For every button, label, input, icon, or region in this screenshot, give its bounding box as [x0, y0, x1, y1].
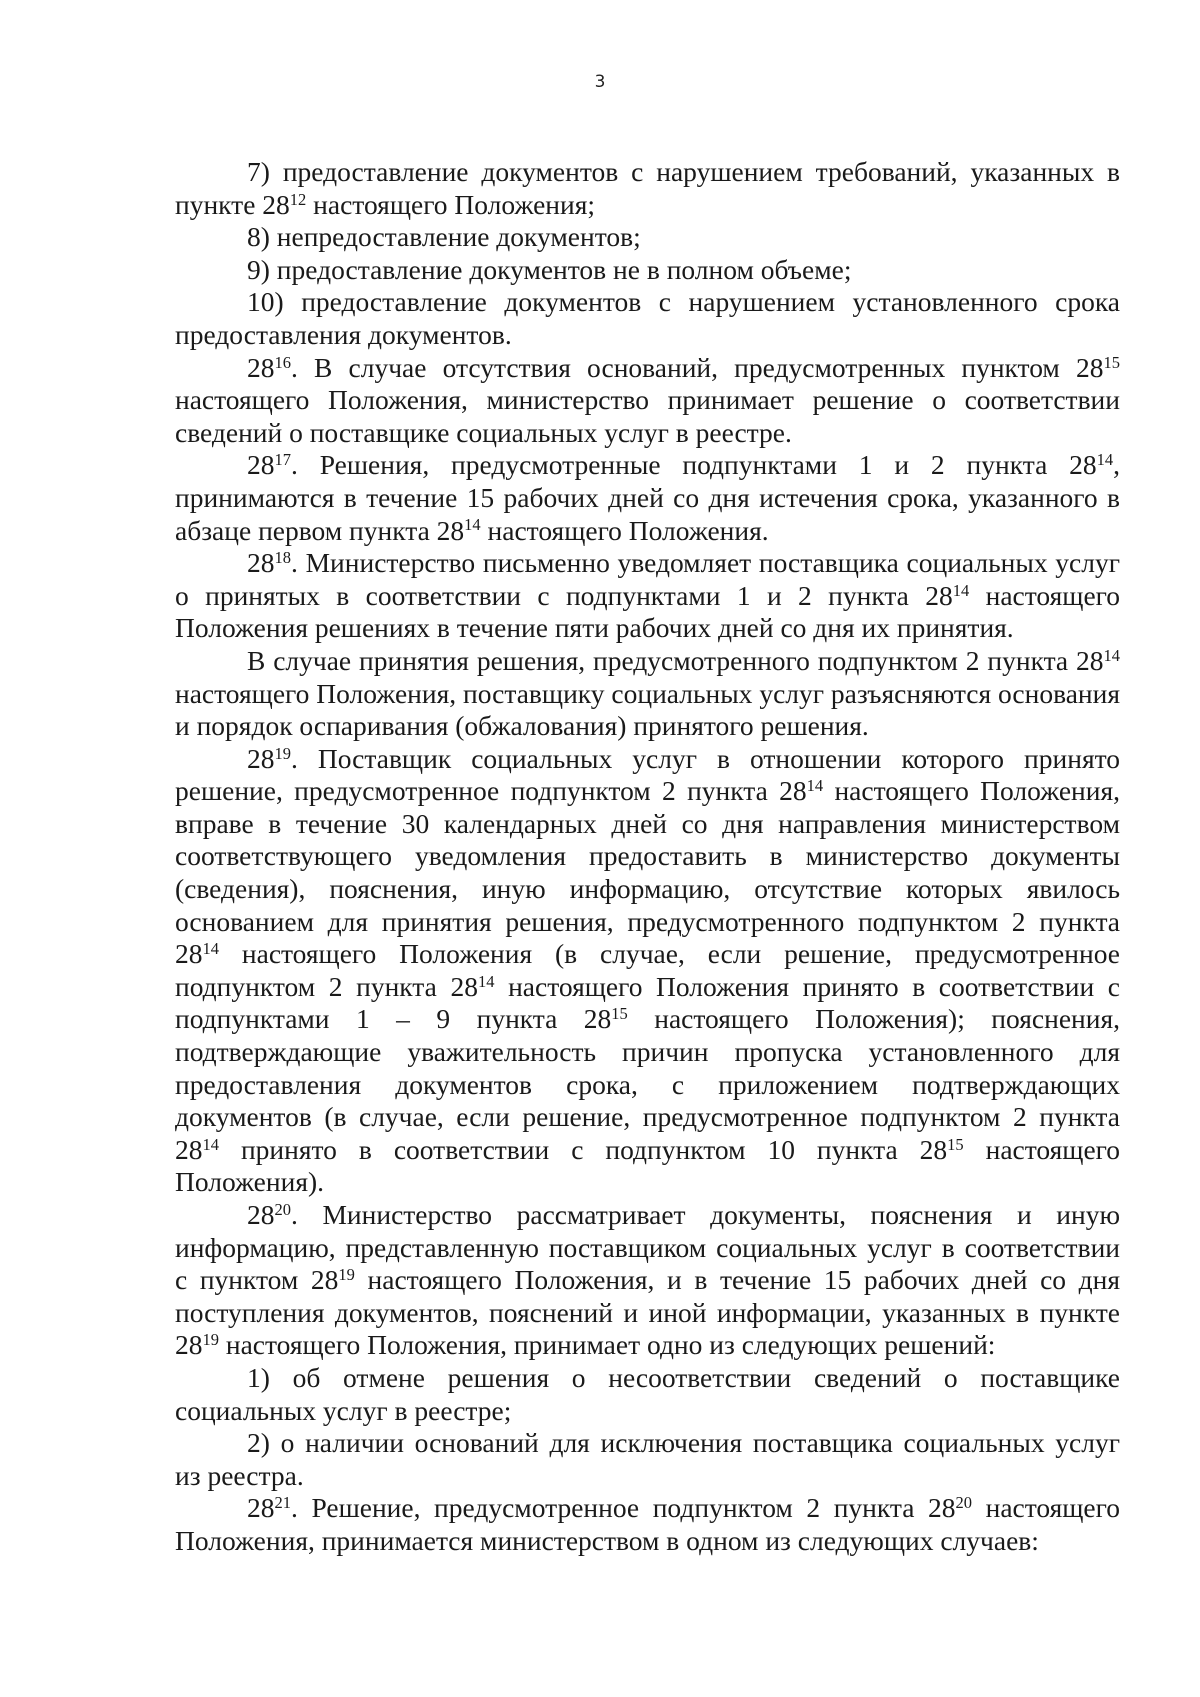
- text-run: 28: [247, 1199, 275, 1230]
- paragraph: [175, 1427, 1120, 1492]
- text-run: 28: [247, 351, 275, 383]
- text-run: настоящего Положения, принимается министерством в одном из следующих случаев:: [175, 1492, 1120, 1556]
- text-run: В случае принятия решения, предусмотренного подпунктом 2 пункта 28: [247, 644, 1104, 676]
- superscript-number: 15: [1103, 352, 1120, 372]
- paragraph: [175, 1199, 1120, 1362]
- paragraph: [175, 645, 1120, 743]
- text-run: . В случае отсутствия оснований, предусмотренных пунктом 28: [291, 351, 1104, 383]
- superscript-number: 12: [289, 189, 307, 209]
- text-run: настоящего Положения решениях в течение пяти рабочих дней со дня их принятия.: [175, 579, 1120, 644]
- superscript-number: 20: [274, 1199, 291, 1219]
- paragraph: [175, 1492, 1120, 1557]
- paragraph: [175, 449, 1120, 547]
- paragraph: [175, 743, 1120, 1199]
- text-run: настоящего Положения, и в течение 15 рабочих дней со дня поступления документов, пояснений и иной информации, указанных в пункте 28: [175, 1264, 1120, 1361]
- text-run: 28: [247, 449, 275, 481]
- text-run: настоящего Положения (в случае, если решение, предусмотренное подпунктом 2 пункта 28: [175, 938, 1120, 1002]
- page-number: 3: [594, 72, 606, 92]
- text-run: 28: [247, 742, 275, 774]
- paragraph: [175, 221, 1120, 254]
- superscript-number: 19: [202, 1330, 219, 1350]
- text-run: , принимаются в течение 15 рабочих дней со дня истечения срока, указанного в абзаце первом пункта 28: [175, 449, 1120, 546]
- text-run: принято в соответствии с подпунктом 10 пункта 28: [219, 1133, 948, 1165]
- superscript-number: 14: [952, 580, 970, 600]
- paragraph: [175, 352, 1120, 450]
- superscript-number: 14: [202, 939, 219, 959]
- text-run: . Решения, предусмотренные подпунктами 1 и 2 пункта 28: [291, 449, 1097, 481]
- superscript-number: 14: [1103, 645, 1120, 665]
- text-run: 1) об отмене решения о несоответствии сведений о поставщике социальных услуг в реестре;: [175, 1361, 1120, 1426]
- superscript-number: 18: [274, 548, 291, 568]
- text-run: . Министерство рассматривает документы, пояснения и иную информацию, представленную поставщиком социальных услуг в соответствии с пунктом 28: [175, 1199, 1120, 1296]
- text-run: . Министерство письменно уведомляет поставщика социальных услуг о принятых в соответствии с подпунктами 1 и 2 пункта 28: [175, 547, 1120, 611]
- text-run: настоящего Положения;: [306, 188, 596, 220]
- document-body: [175, 156, 1120, 1558]
- text-run: 10) предоставление документов с нарушением установленного срока предоставления документов.: [175, 286, 1120, 350]
- text-run: . Решение, предусмотренное подпунктом 2 пункта 28: [291, 1492, 956, 1524]
- superscript-number: 19: [338, 1265, 355, 1285]
- superscript-number: 16: [274, 352, 291, 372]
- text-run: . Поставщик социальных услуг в отношении которого принято решение, предусмотренное подпунктом 2 пункта 28: [175, 742, 1120, 807]
- text-run: настоящего Положения, министерство принимает решение о соответствии сведений о поставщике социальных услуг в реестре.: [175, 384, 1120, 448]
- text-run: 28: [247, 1492, 275, 1524]
- text-run: 7) предоставление документов с нарушением требований, указанных в пункте 28: [175, 156, 1120, 220]
- superscript-number: 14: [1096, 450, 1114, 470]
- superscript-number: 19: [274, 743, 291, 763]
- text-run: 2) о наличии оснований для исключения поставщика социальных услуг из реестра.: [175, 1427, 1120, 1491]
- text-run: настоящего Положения принято в соответствии с подпунктами 1 – 9 пункта 28: [175, 970, 1120, 1035]
- paragraph: [175, 286, 1120, 351]
- paragraph: [175, 156, 1120, 221]
- paragraph: [175, 1362, 1120, 1427]
- text-run: 9) предоставление документов не в полном объеме;: [247, 253, 852, 285]
- paragraph: [175, 254, 1120, 287]
- superscript-number: 14: [806, 776, 824, 796]
- superscript-number: 17: [274, 450, 291, 470]
- superscript-number: 15: [611, 1004, 628, 1024]
- text-run: настоящего Положения, поставщику социальных услуг разъясняются основания и порядок оспаривания (обжалования) принятого решения.: [175, 677, 1120, 742]
- text-run: настоящего Положения); пояснения, подтверждающие уважительность причин пропуска установленного для предоставления документов срока, с приложением подтверждающих документов (в случае, если решение, предусмотренное подпунктом 2 пункта 28: [175, 1003, 1120, 1165]
- text-run: 8) непредоставление документов;: [247, 221, 641, 253]
- text-run: настоящего Положения).: [175, 1133, 1120, 1198]
- text-run: 28: [247, 547, 275, 579]
- text-run: настоящего Положения, вправе в течение 30 календарных дней со дня направления министерством соответствующего уведомления предоставить в министерство документы (сведения), пояснения, иную информацию, отсутствие которых явилось основанием для принятия решения, предусмотренного подпунктом 2 пункта 28: [175, 775, 1120, 970]
- superscript-number: 15: [947, 1134, 964, 1154]
- superscript-number: 14: [202, 1134, 219, 1154]
- text-run: настоящего Положения.: [480, 514, 769, 546]
- superscript-number: 14: [464, 515, 481, 535]
- superscript-number: 21: [274, 1493, 291, 1513]
- paragraph: [175, 547, 1120, 645]
- superscript-number: 20: [955, 1493, 973, 1513]
- superscript-number: 14: [477, 971, 495, 991]
- text-run: настоящего Положения, принимает одно из следующих решений:: [219, 1329, 996, 1361]
